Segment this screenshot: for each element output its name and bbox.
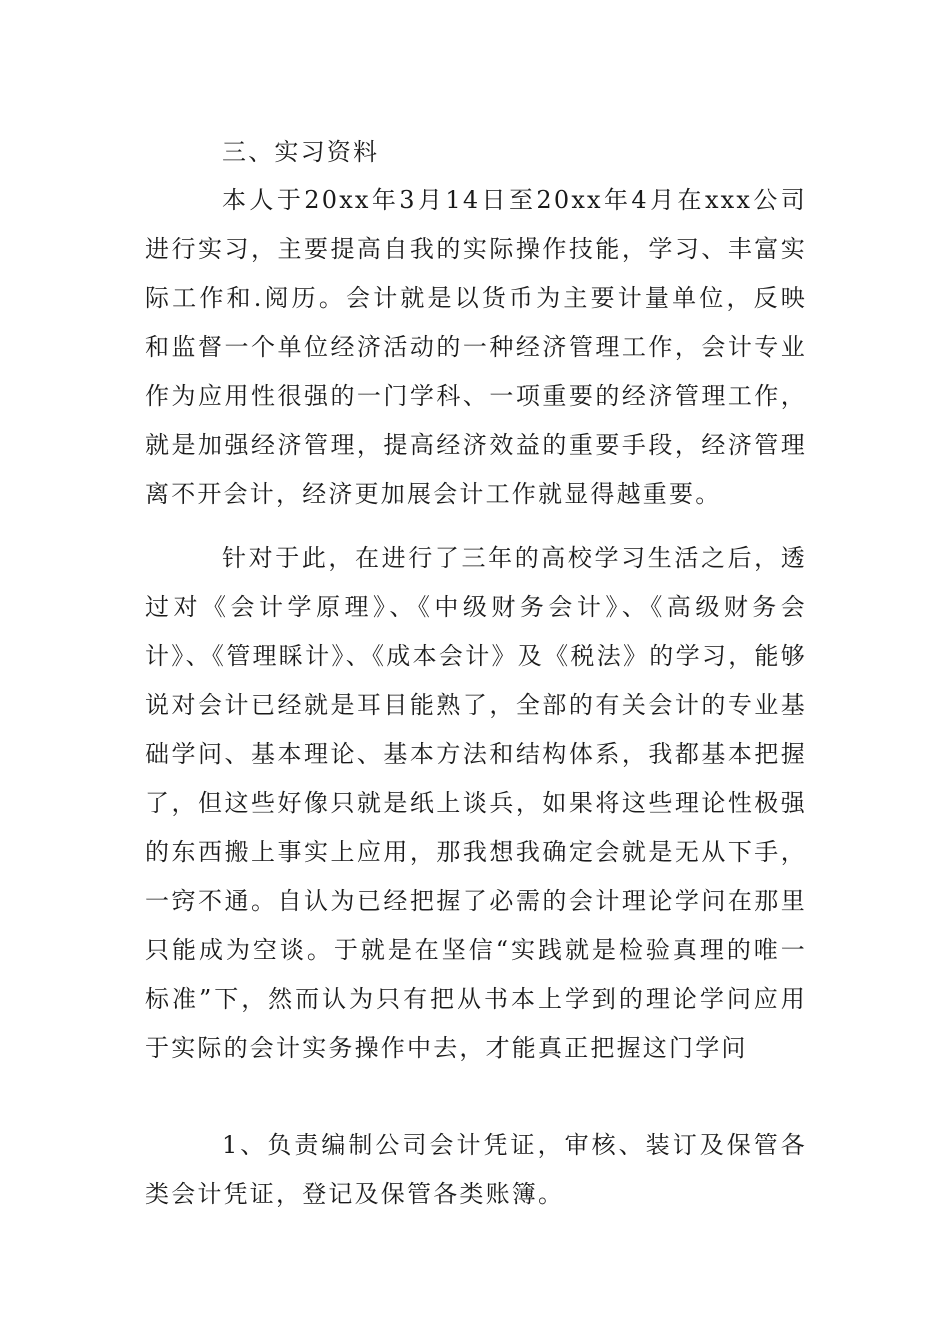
paragraph-internship-intro: 本人于20xx年3月14日至20xx年4月在xxx公司进行实习，主要提高自我的实际操作技能，学习、丰富实际工作和.阅历。会计就是以货币为主要计量单位，反映和监督一个单位经济活动的一种经济管理工作，会计专业作为应用性很强的一门学科、一项重要的经济管理工作，就是加强经济管理，提高经济效益的重要手段，经济管理离不开会计，经济更加展会计工作就显得越重要。	[145, 186, 807, 508]
paragraph-theory-practice: 针对于此，在进行了三年的高校学习生活之后，透过对《会计学原理》、《中级财务会计》、《高级财务会计》、《管理睬计》、《成本会计》及《税法》的学习，能够说对会计已经就是耳目能熟了，全部的有关会计的专业基础学问、基本理论、基本方法和结构体系，我都基本把握了，但这些好像只就是纸上谈兵，如果将这些理论性极强的东西搬上事实上应用，那我想我确定会就是无从下手，一窍不通。自认为已经把握了必需的会计理论学问在那里只能成为空谈。于就是在坚信“实践就是检验真理的唯一标准”下，然而认为只有把从书本上学到的理论学问应用于实际的会计实务操作中去，才能真正把握这门学问	[145, 544, 807, 1062]
paragraph-duty-item-1: 1、负责编制公司会计凭证，审核、装订及保管各类会计凭证，登记及保管各类账簿。	[145, 1131, 807, 1208]
section-heading: 三、实习资料	[222, 138, 380, 166]
